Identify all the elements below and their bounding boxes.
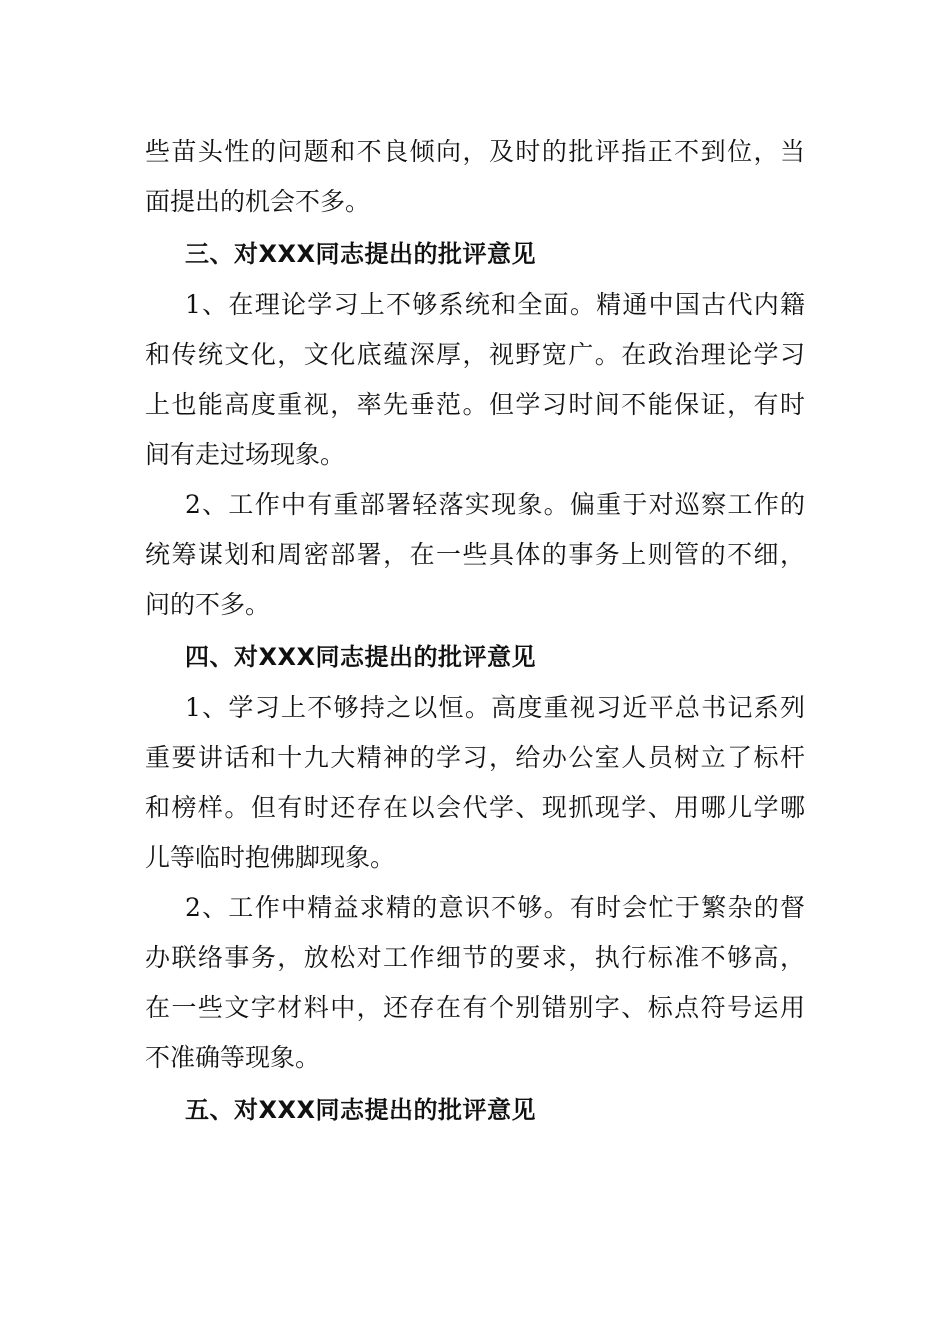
section-heading: 三、对XXX同志提出的批评意见 xyxy=(185,240,537,268)
paragraph-line: 1、在理论学习上不够系统和全面。精通中国古代内籍 xyxy=(185,290,805,319)
section-heading: 五、对XXX同志提出的批评意见 xyxy=(185,1096,537,1124)
paragraph-line: 和榜样。但有时还存在以会代学、现抓现学、用哪儿学哪 xyxy=(145,793,805,822)
paragraph-line: 问的不多。 xyxy=(145,590,271,619)
paragraph-line: 在一些文字材料中，还存在有个别错别字、标点符号运用 xyxy=(145,993,805,1022)
paragraph-line: 些苗头性的问题和不良倾向，及时的批评指正不到位，当 xyxy=(145,137,805,166)
paragraph-line: 2、工作中精益求精的意识不够。有时会忙于繁杂的督 xyxy=(185,893,805,922)
paragraph-line: 和传统文化，文化底蕴深厚，视野宽广。在政治理论学习 xyxy=(145,340,805,369)
paragraph-line: 面提出的机会不多。 xyxy=(145,187,371,216)
paragraph-line: 重要讲话和十九大精神的学习，给办公室人员树立了标杆 xyxy=(145,743,805,772)
paragraph-line: 儿等临时抱佛脚现象。 xyxy=(145,843,396,872)
paragraph-line: 间有走过场现象。 xyxy=(145,440,346,469)
paragraph-line: 办联络事务，放松对工作细节的要求，执行标准不够高， xyxy=(145,943,805,972)
paragraph-line: 统筹谋划和周密部署，在一些具体的事务上则管的不细， xyxy=(145,540,805,569)
paragraph-line: 不准确等现象。 xyxy=(145,1043,321,1072)
section-heading: 四、对XXX同志提出的批评意见 xyxy=(185,643,537,671)
paragraph-line: 上也能高度重视，率先垂范。但学习时间不能保证，有时 xyxy=(145,390,805,419)
paragraph-line: 1、学习上不够持之以恒。高度重视习近平总书记系列 xyxy=(185,693,805,722)
paragraph-line: 2、工作中有重部署轻落实现象。偏重于对巡察工作的 xyxy=(185,490,805,519)
